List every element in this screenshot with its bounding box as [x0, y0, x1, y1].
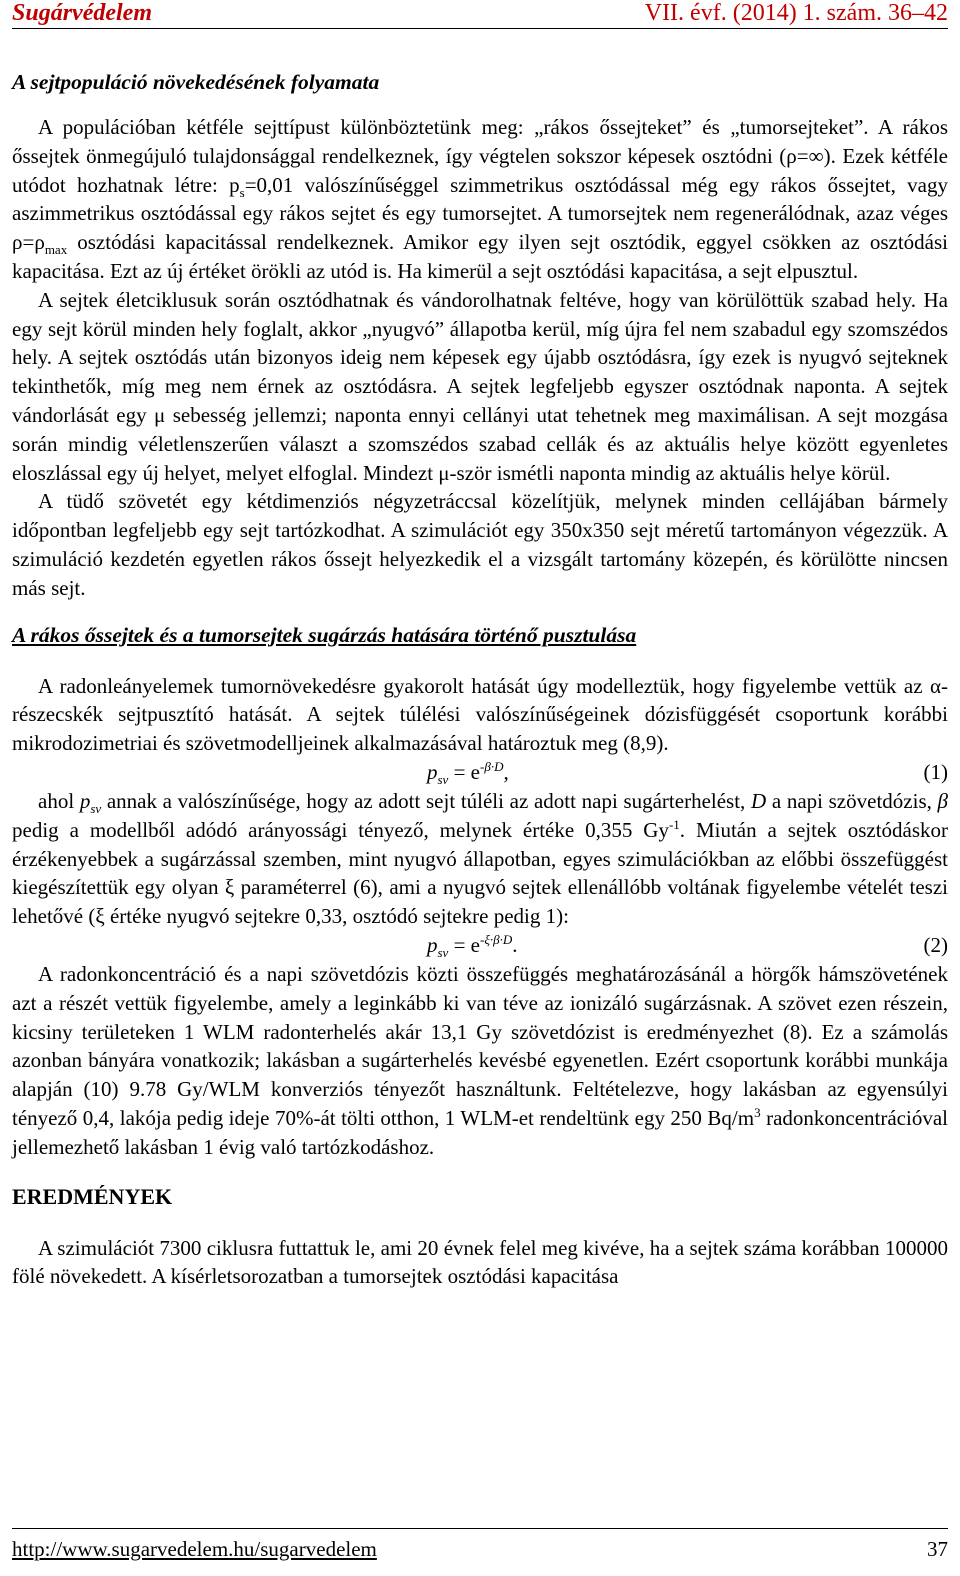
p5-c: a napi szövetdózis, [766, 788, 938, 813]
p5-b: annak a valószínűsége, hogy az adott sejt túléli az adott napi sugárterhelést, [101, 788, 751, 813]
p1-text-c: osztódási kapacitással rendelkeznek. Amikor egy ilyen sejt osztódik, eggyel csökken az osztódási kapacitása. Ezt az új értéket örökli az utód is. Ha kimerül a sejt osztódási kapacitása, a sejt elpusztul. [12, 230, 948, 283]
p5-p: p [79, 788, 91, 813]
equation-2-number: (2) [923, 932, 948, 957]
eq2-mid: = e [448, 932, 481, 957]
eq1-sub: sv [437, 772, 449, 788]
p5-sup: -1 [668, 816, 680, 832]
p6-sup: 3 [754, 1104, 761, 1120]
paragraph-radon-model: A radonleányelemek tumornövekedésre gyakorolt hatását úgy modelleztük, hogy figyelembe vettük az α-részecskék sejtpusztító hatását. A sejtek túlélési valószínűségeinek dózisfüggését csoportunk korábbi mikrodozimetriai és szövetmodelljeinek alkalmazásával határoztuk meg (8,9). [12, 673, 948, 756]
p5-d: pedig a modellből adódó arányossági tényező, melynek értéke 0,355 Gy [12, 817, 669, 842]
p1-sub-max: max [44, 242, 68, 258]
paragraph-lattice: A tüdő szövetét egy kétdimenziós négyzetráccsal közelítjük, melynek minden cellájában bármely időpontban legfeljebb egy sejt tartózkodhat. A szimulációt egy 350x350 sejt méretű tartományon végezzük. A szimuláció kezdetén egyetlen rákos őssejt helyezkedik el a vizsgált tartomány közepén, és körülötte nincsen más sejt. [12, 489, 948, 600]
eq1-p: p [427, 759, 438, 784]
page-footer [12, 1528, 948, 1563]
p5-sub: sv [90, 801, 102, 817]
p5-e: . Miután a sejtek osztódáskor érzékenyebbek a sugárzással szemben, mint nyugvó állapotban, egyes szimulációkban az előbbi összefüggést kiegészítettük egy olyan ξ paraméterrel (6), ami a nyugvó sejtek ellenállóbb voltának figyelembe vételét teszi lehetővé (ξ értéke nyugvó sejtekre 0,33, osztódó sejtekre pedig 1): [12, 817, 949, 929]
paragraph-results: A szimulációt 7300 ciklusra futtattuk le, ami 20 évnek felel meg kivéve, ha a sejtek száma korábban 100000 fölé növekedett. A kísérletsorozatban a tumorsejtek osztódási kapacitása [12, 1235, 948, 1289]
eq2-sub: sv [437, 945, 449, 961]
issue-info: VII. évf. (2014) 1. szám. 36–42 [644, 0, 948, 26]
eq1-sup: -β·D [480, 758, 504, 774]
p6-b: radonkoncentrációval jellemezhető lakásban 1 évig való tartózkodáshoz. [12, 1105, 948, 1159]
paragraph-survival [12, 787, 948, 931]
equation-2 [12, 931, 948, 960]
equation-1-formula [427, 758, 509, 787]
p6-a: A radonkoncentráció és a napi szövetdózis közti összefüggés meghatározásánál a hörgők hámszövetének azt a részét vettük figyelembe, amely a leginkább ki van téve az ionizáló sugárzásnak. A szövet ezen részein, kicsiny területeken 1 WLM radonterhelés akár 13,1 Gy szövetdózist is eredményezhet (8). Ez a számolás azonban bányára vonatkozik; lakásban a sugárterhelés kevésbé egyenetlen. Ezért csoportunk korábbi munkája alapján (10) 9.78 Gy/WLM konverziós tényezőt használtunk. Feltételezve, hogy lakásban az egyensúlyi tényező 0,4, lakója pedig ideje 70%-át tölti otthon, 1 WLM-et rendeltünk egy 250 Bq/m [12, 961, 948, 1130]
eq2-end: . [512, 932, 518, 957]
eq1-end: , [503, 759, 509, 784]
section-title-growth: A sejtpopuláció növekedésének folyamata [12, 70, 380, 94]
paragraph-cell-types [12, 113, 948, 286]
paragraph-cell-cycle: A sejtek életciklusuk során osztódhatnak és vándorolhatnak feltéve, hogy van körülöttük szabad hely. Ha egy sejt körül minden hely foglalt, akkor „nyugvó” állapotba kerül, míg újra fel nem szabadul egy szomszédos hely. A sejtek osztódás után bizonyos ideig nem képesek egy újabb osztódásra, így ezek is nyugvó sejteknek tekinthetők, míg meg nem érnek az osztódásra. A sejtek legfeljebb egyszer osztódnak naponta. A sejtek vándorlását egy μ sebesség jellemzi; naponta ennyi cellányi utat tehetnek meg maximálisan. A sejt mozgása során mindig véletlenszerűen választ a szomszédos szabad cellák és az aktuális helye között egyenletes eloszlással egy új helyet, melyet elfoglal. Mindezt μ-ször ismétli naponta mindig az aktuális helye körül. [12, 287, 948, 485]
paragraph-dose [12, 960, 948, 1162]
running-header [12, 0, 948, 29]
eq2-p: p [427, 932, 438, 957]
eq1-mid: = e [448, 759, 481, 784]
page-number: 37 [927, 1537, 948, 1561]
p5-a: ahol [38, 788, 80, 813]
journal-title: Sugárvédelem [12, 0, 152, 26]
equation-1-number: (1) [923, 759, 948, 784]
equation-1 [12, 758, 948, 787]
eq2-sup: -ξ·β·D [480, 931, 513, 947]
equation-2-formula [427, 931, 518, 960]
p1-text-b: =0,01 valószínűséggel szimmetrikus osztódással még egy rákos őssejtet, vagy aszimmetrikus osztódással egy rákos sejtet és egy tumorsejtet. A tumorsejtek nem regenerálódnak, azaz véges ρ=ρ [12, 172, 948, 255]
article-body [12, 70, 948, 1291]
section-title-radiation: A rákos őssejtek és a tumorsejtek sugárzás hatására történő pusztulása [12, 622, 637, 647]
p5-D: D [750, 788, 767, 813]
journal-link[interactable]: http://www.sugarvedelem.hu/sugarvedelem [12, 1537, 377, 1561]
p1-text-a: A populációban kétféle sejttípust különböztetünk meg: „rákos őssejteket” és „tumorsejteket”. A rákos őssejtek önmegújuló tulajdonsággal rendelkeznek, így végtelen sokszor képesek osztódni (ρ=∞). Ezek kétféle utódot hozhatnak létre: p [12, 115, 948, 197]
p1-sub-s: s [239, 184, 245, 200]
section-title-results: EREDMÉNYEK [12, 1183, 173, 1209]
p5-beta: β [937, 788, 949, 813]
